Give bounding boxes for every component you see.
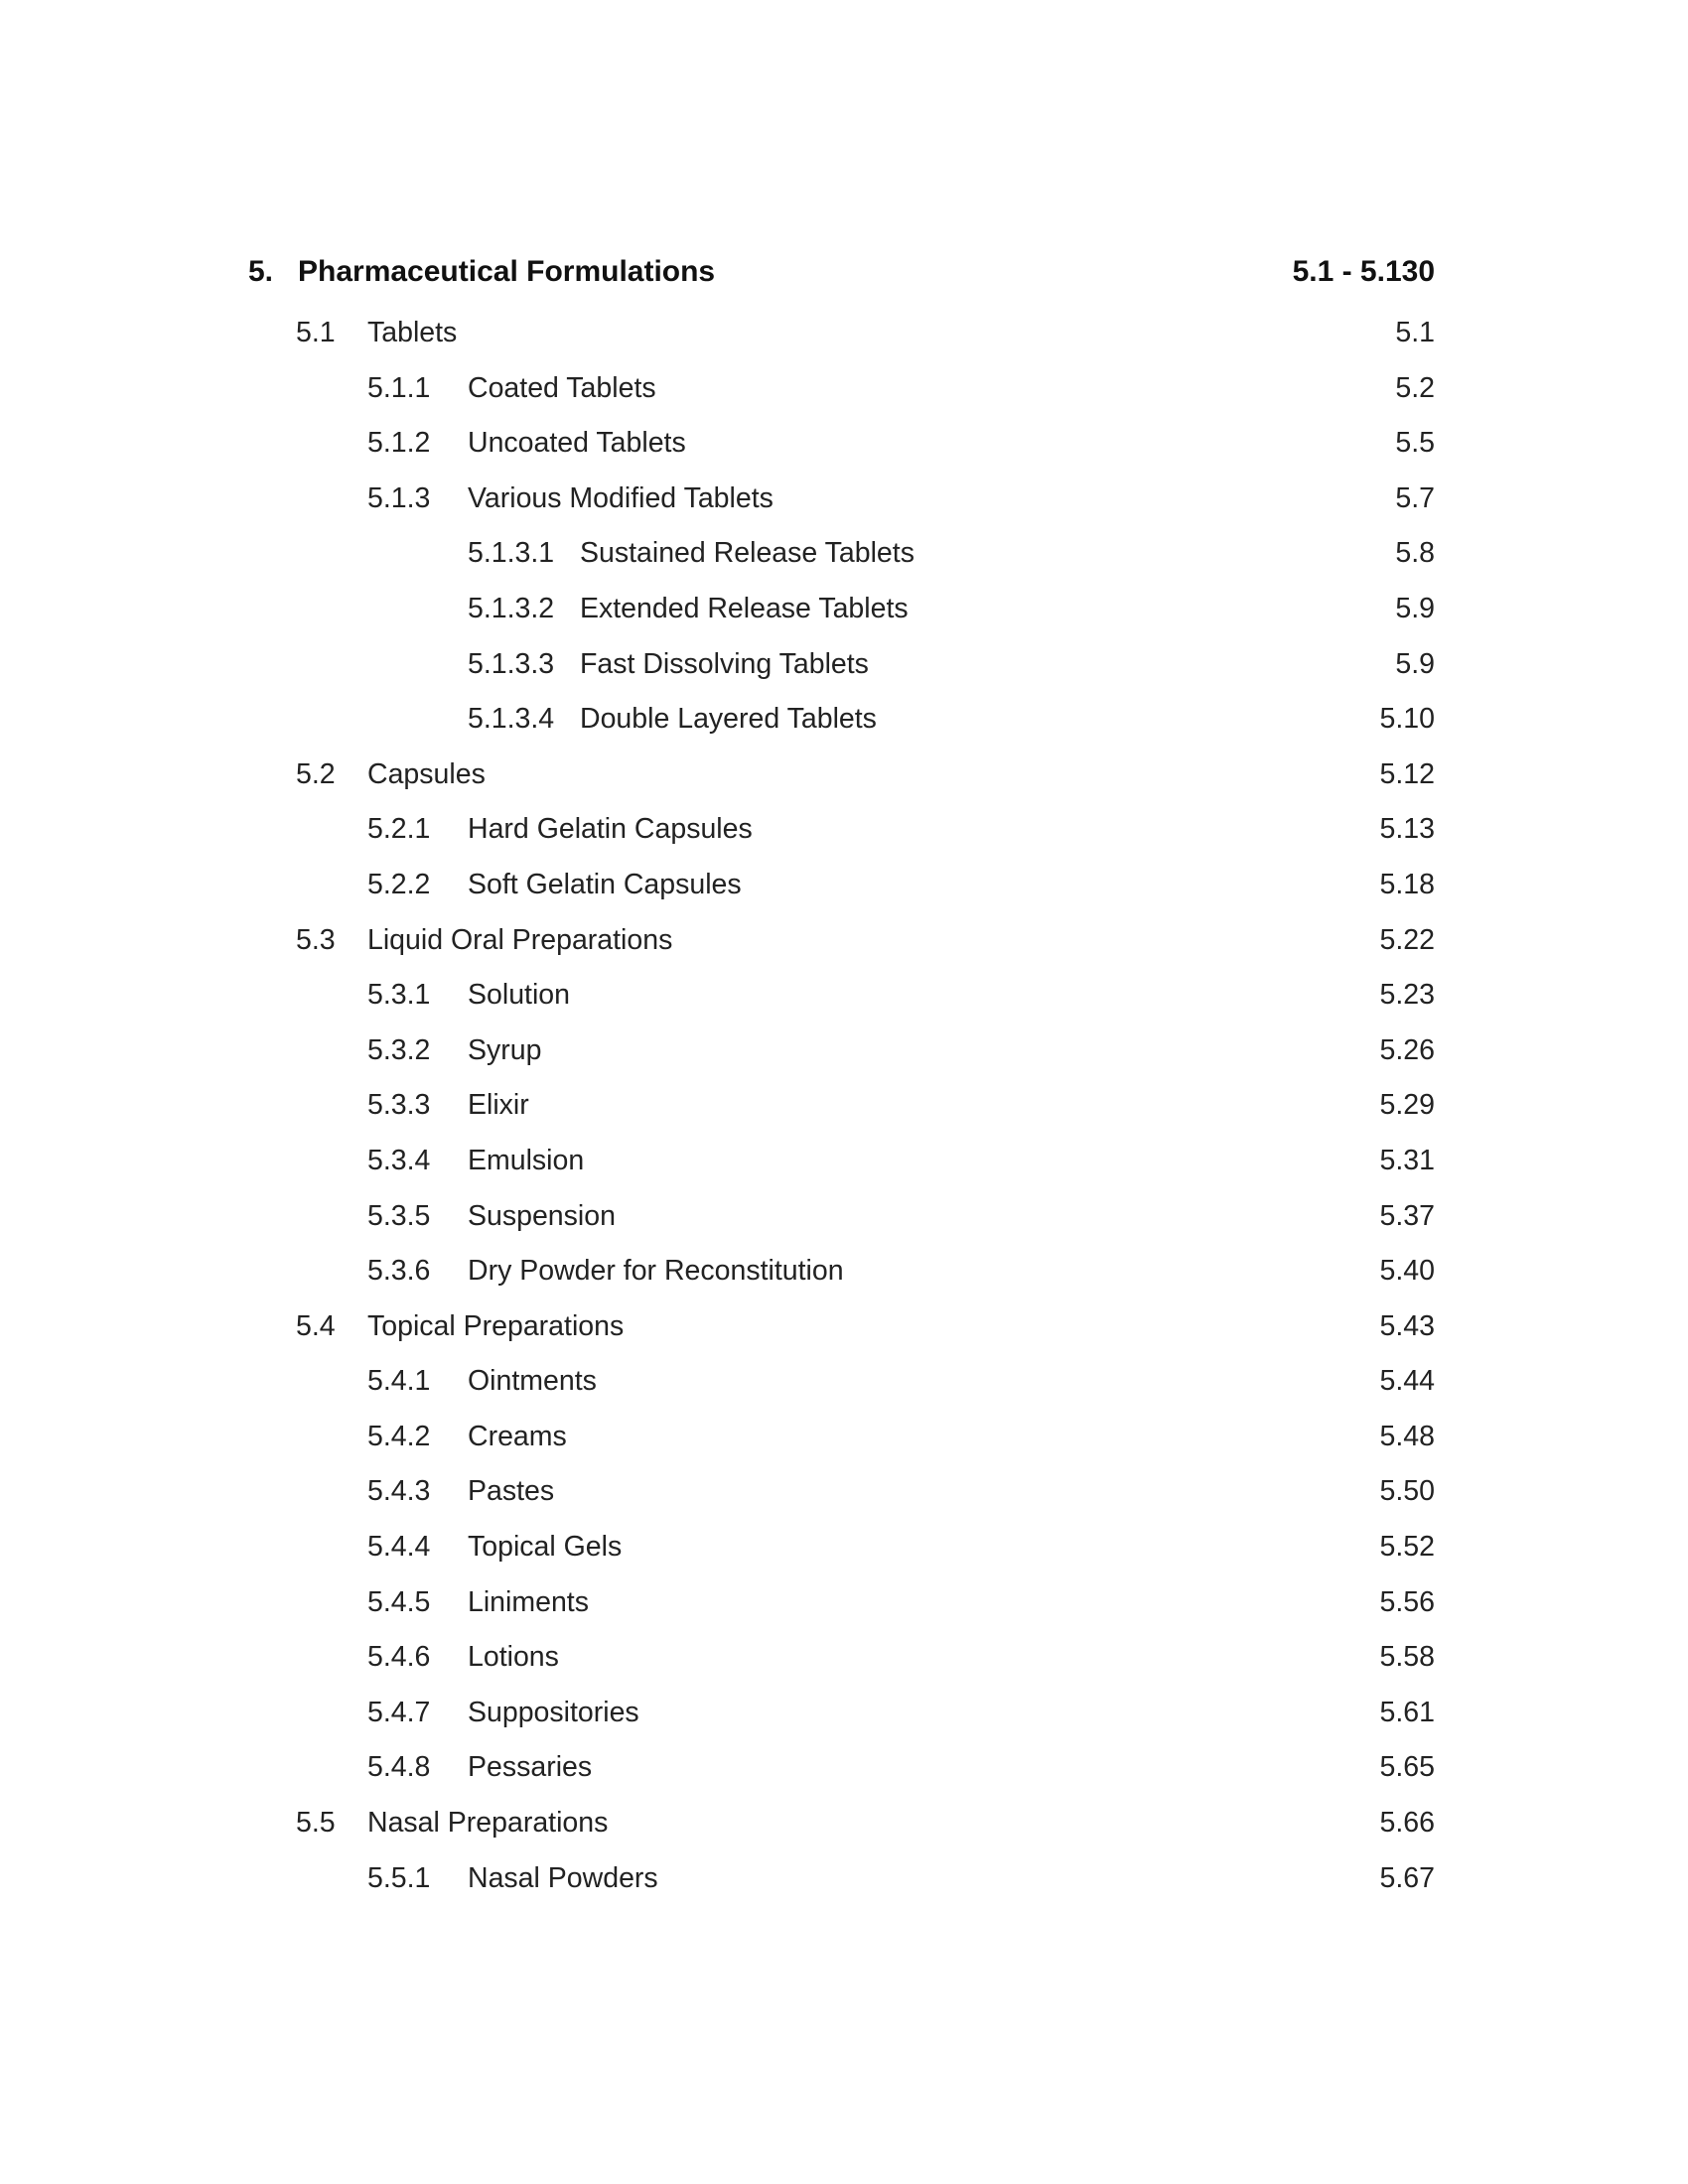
toc-entry-title: Topical Gels (468, 1531, 623, 1564)
toc-entry-title: Nasal Powders (468, 1861, 658, 1894)
toc-entry-title: Nasal Preparations (367, 1807, 609, 1840)
toc-entry-number: 5.1.3 (367, 481, 431, 514)
toc-entry (0, 472, 1688, 527)
toc-entry (0, 582, 1688, 637)
toc-entry-page: 5.50 (1379, 1475, 1435, 1508)
toc-entry (0, 361, 1688, 417)
toc-entry (0, 1464, 1688, 1520)
toc-entry-page: 5.40 (1379, 1255, 1435, 1288)
toc-entry-page: 5.58 (1379, 1641, 1435, 1674)
toc-entry-number: 5.1.3.4 (468, 703, 555, 736)
chapter-heading (248, 249, 1435, 295)
toc-entry-title: Liniments (468, 1585, 589, 1618)
toc-entry-title: Suspension (468, 1199, 616, 1232)
chapter-number: 5. (248, 255, 274, 288)
toc-entry (0, 1189, 1688, 1245)
toc-entry (0, 1410, 1688, 1465)
toc-entry-page: 5.61 (1379, 1696, 1435, 1728)
toc-entry-title: Hard Gelatin Capsules (468, 813, 753, 846)
toc-entry (0, 1244, 1688, 1299)
toc-entry-number: 5.1.3.3 (468, 647, 555, 680)
toc-entry-number: 5.5.1 (367, 1861, 431, 1894)
toc-entry-page: 5.18 (1379, 868, 1435, 900)
toc-entry-page: 5.10 (1379, 703, 1435, 736)
toc-entry-number: 5.4.4 (367, 1531, 431, 1564)
chapter-title: Pharmaceutical Formulations (298, 255, 716, 288)
toc-entry-title: Syrup (468, 1033, 542, 1066)
toc-entry (0, 1354, 1688, 1410)
toc-entry (0, 416, 1688, 472)
toc-entry-number: 5.2 (296, 757, 336, 790)
toc-entry-page: 5.12 (1379, 757, 1435, 790)
toc-entry-number: 5.4.3 (367, 1475, 431, 1508)
toc-entry-number: 5.4.5 (367, 1585, 431, 1618)
toc-entry-number: 5.3.2 (367, 1033, 431, 1066)
toc-entry-number: 5.2.1 (367, 813, 431, 846)
toc-entry-number: 5.1 (296, 317, 336, 348)
toc-entry-title: Dry Powder for Reconstitution (468, 1255, 844, 1288)
toc-entry (0, 858, 1688, 913)
toc-entry-page: 5.1 (1395, 317, 1435, 348)
toc-entry-page: 5.23 (1379, 979, 1435, 1012)
toc-entry-page: 5.9 (1395, 592, 1435, 624)
toc-entry-number: 5.4.7 (367, 1696, 431, 1728)
toc-entry-page: 5.26 (1379, 1033, 1435, 1066)
toc-entry-title: Soft Gelatin Capsules (468, 868, 742, 900)
toc-entry-number: 5.5 (296, 1807, 336, 1840)
toc-entry-page: 5.37 (1379, 1199, 1435, 1232)
toc-entry-title: Fast Dissolving Tablets (580, 647, 869, 680)
toc-entry (0, 637, 1688, 693)
toc-entry-number: 5.4.6 (367, 1641, 431, 1674)
toc-entry (0, 1024, 1688, 1079)
toc-entry-page: 5.65 (1379, 1751, 1435, 1784)
toc-entry-title: Suppositories (468, 1696, 639, 1728)
toc-entry-page: 5.9 (1395, 647, 1435, 680)
toc-entry-title: Elixir (468, 1089, 529, 1122)
toc-entry-page: 5.31 (1379, 1144, 1435, 1176)
toc-entry-title: Uncoated Tablets (468, 427, 686, 460)
toc-entry (0, 526, 1688, 582)
toc-entry-title: Creams (468, 1420, 567, 1452)
toc-entry-number: 5.4.1 (367, 1365, 431, 1398)
toc-entry (0, 968, 1688, 1024)
toc-entry-page: 5.48 (1379, 1420, 1435, 1452)
toc-entry-title: Tablets (367, 317, 458, 348)
toc-entry-number: 5.3.1 (367, 979, 431, 1012)
toc-entry-title: Pessaries (468, 1751, 593, 1784)
toc-entry-number: 5.3.5 (367, 1199, 431, 1232)
toc-entry (0, 1575, 1688, 1631)
toc-entry-title: Capsules (367, 757, 486, 790)
toc-entry-title: Solution (468, 979, 570, 1012)
toc-entry (0, 802, 1688, 858)
toc-entry (0, 1520, 1688, 1575)
toc-entry-page: 5.66 (1379, 1807, 1435, 1840)
toc-entry (0, 1134, 1688, 1189)
toc-entry-page: 5.67 (1379, 1861, 1435, 1894)
toc-entry-number: 5.4 (296, 1309, 336, 1342)
toc-entry-page: 5.43 (1379, 1309, 1435, 1342)
toc-entry (0, 1299, 1688, 1355)
toc-entry-number: 5.1.1 (367, 371, 431, 404)
toc-entry-title: Extended Release Tablets (580, 592, 909, 624)
toc-entry (0, 1630, 1688, 1686)
toc-entry-page: 5.13 (1379, 813, 1435, 846)
toc-entry-page: 5.22 (1379, 923, 1435, 956)
toc-entry-title: Sustained Release Tablets (580, 537, 914, 570)
toc-entry (0, 1740, 1688, 1796)
toc-entry (0, 1796, 1688, 1851)
toc-entry (0, 306, 1688, 361)
toc-entry-title: Coated Tablets (468, 371, 656, 404)
toc-entry-number: 5.1.3.2 (468, 592, 555, 624)
toc-entry (0, 913, 1688, 969)
table-of-contents (0, 306, 1688, 1906)
toc-entry-title: Lotions (468, 1641, 559, 1674)
toc-entry-page: 5.52 (1379, 1531, 1435, 1564)
toc-entry (0, 1851, 1688, 1907)
toc-entry-page: 5.44 (1379, 1365, 1435, 1398)
toc-entry-number: 5.3.3 (367, 1089, 431, 1122)
chapter-page-range: 5.1 - 5.130 (1292, 255, 1435, 288)
toc-entry-page: 5.7 (1395, 481, 1435, 514)
toc-entry (0, 692, 1688, 748)
toc-entry-title: Liquid Oral Preparations (367, 923, 673, 956)
toc-entry-title: Topical Preparations (367, 1309, 625, 1342)
toc-entry-page: 5.29 (1379, 1089, 1435, 1122)
toc-entry-number: 5.4.2 (367, 1420, 431, 1452)
toc-entry-page: 5.56 (1379, 1585, 1435, 1618)
toc-entry (0, 1078, 1688, 1134)
toc-entry-number: 5.2.2 (367, 868, 431, 900)
toc-entry-page: 5.2 (1395, 371, 1435, 404)
toc-entry-number: 5.1.2 (367, 427, 431, 460)
toc-entry-number: 5.3.6 (367, 1255, 431, 1288)
toc-entry-page: 5.8 (1395, 537, 1435, 570)
toc-entry-title: Double Layered Tablets (580, 703, 877, 736)
toc-entry-number: 5.4.8 (367, 1751, 431, 1784)
toc-entry-title: Emulsion (468, 1144, 585, 1176)
toc-entry-title: Ointments (468, 1365, 597, 1398)
toc-entry-number: 5.1.3.1 (468, 537, 555, 570)
toc-entry (0, 748, 1688, 803)
toc-entry (0, 1686, 1688, 1741)
toc-entry-title: Pastes (468, 1475, 555, 1508)
toc-entry-number: 5.3 (296, 923, 336, 956)
toc-entry-number: 5.3.4 (367, 1144, 431, 1176)
toc-entry-title: Various Modified Tablets (468, 481, 774, 514)
toc-entry-page: 5.5 (1395, 427, 1435, 460)
